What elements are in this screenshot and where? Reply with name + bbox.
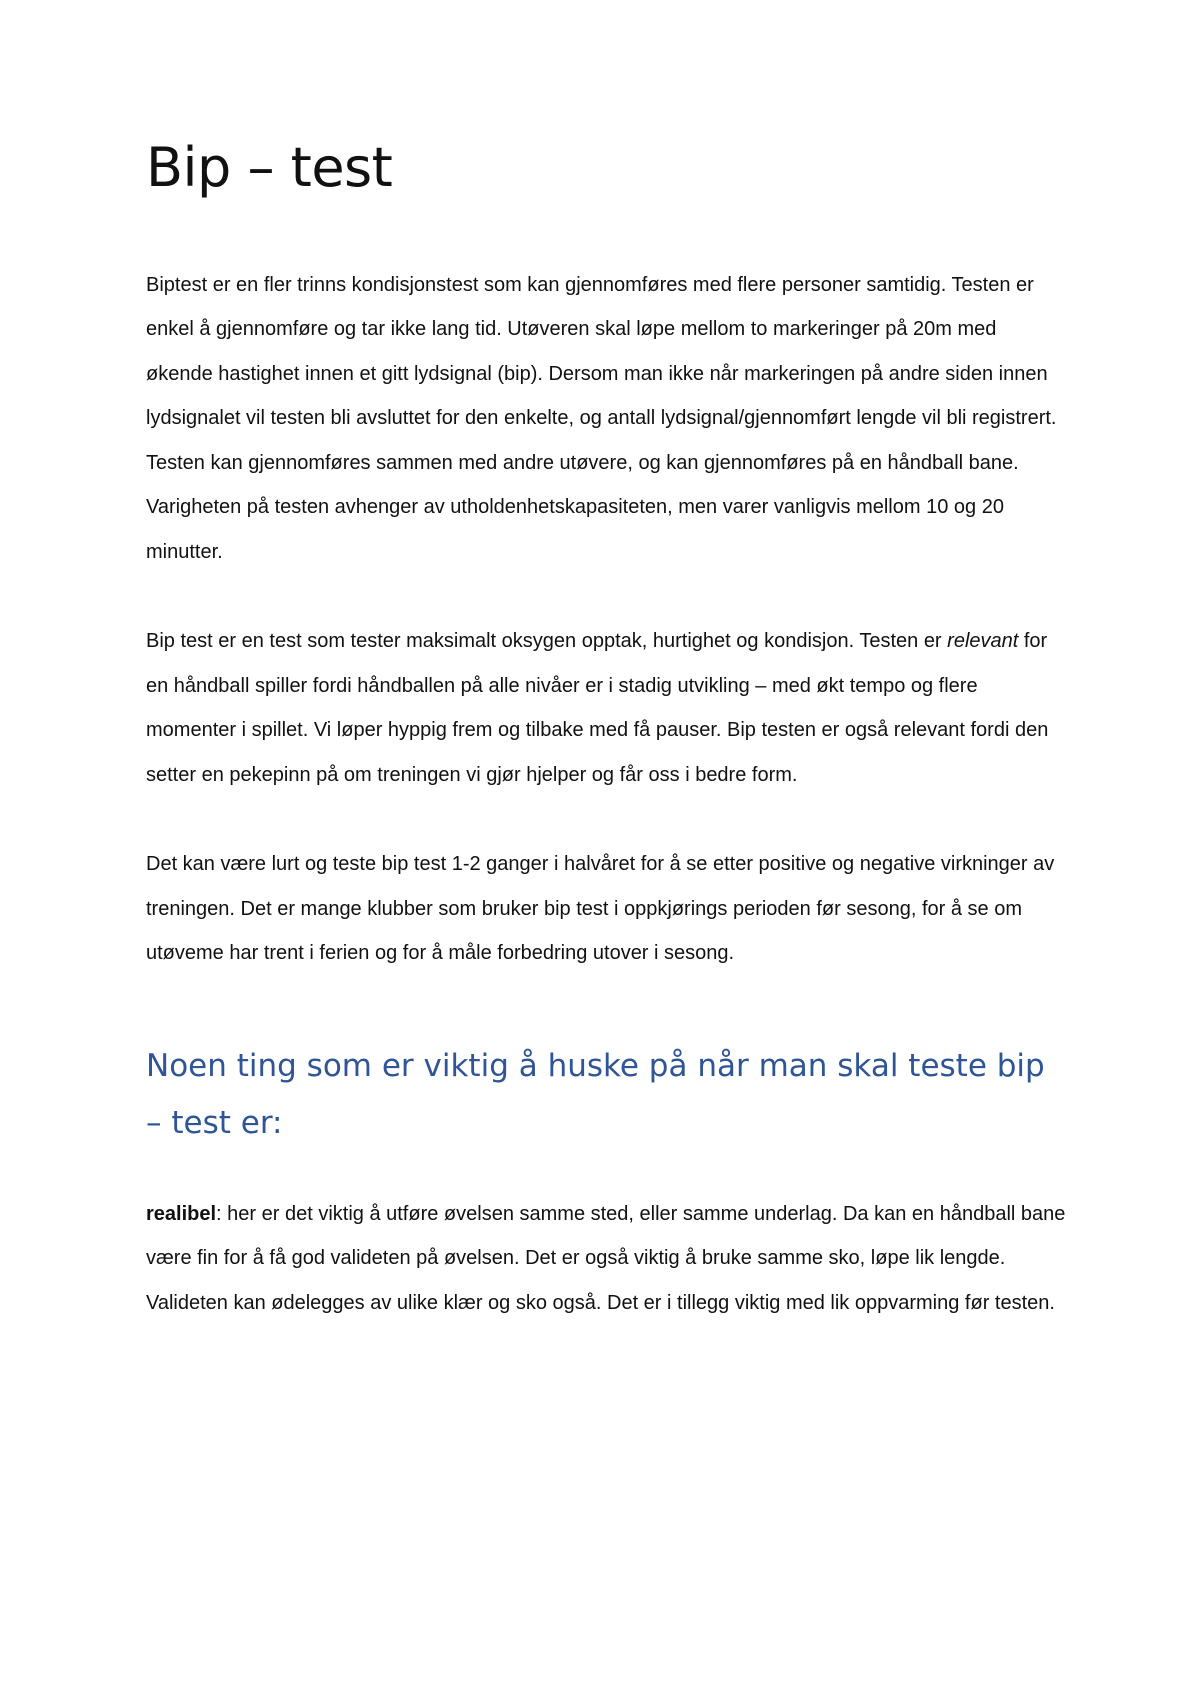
intro-paragraph: Biptest er en fler trinns kondisjonstest som kan gjennomføres med flere personer samtidig. Testen er enkel å gjennomføre og tar ikke lang tid. Utøveren skal løpe mellom to markeringer på 20m med økende hastighet innen et gitt lydsignal (bip). Dersom man ikke når markeringen på andre siden innen lydsignalet vil testen bli avsluttet for den enkelte, og antall lydsignal/gjennomført lengde vil bli registrert. Testen kan gjennomføres sammen med andre utøvere, og kan gjennomføres på en håndball bane. Varigheten på testen avhenger av utholdenhetskapasiteten, men varer vanligvis mellom 10 og 20 minutter. [146, 273, 1057, 563]
relevant-italic-word: relevant [947, 630, 1019, 653]
relevance-text-start: Bip test er en test som tester maksimalt oksygen opptak, hurtighet og kondisjon. Testen er [146, 630, 948, 653]
document-title: Bip – test [146, 136, 393, 199]
reliability-term: realibel [146, 1202, 217, 1225]
document-body [146, 136, 1066, 1370]
frequency-paragraph: Det kan være lurt og teste bip test 1-2 ganger i halvåret for å se etter positive og negative virkninger av treningen. Det er mange klubber som bruker bip test i oppkjørings perioden før sesong, for å se om utøveme har trent i ferien og for å måle forbedring utover i sesong. [146, 853, 1055, 965]
reliability-paragraph [146, 1192, 1066, 1326]
section-heading: Noen ting som er viktig å huske på når man skal teste bip – test er: [146, 1047, 1045, 1141]
reliability-text: : her er det viktig å utføre øvelsen samme sted, eller samme underlag. Da kan en håndball bane være fin for å få god valideten på øvelsen. Det er også viktig å bruke samme sko, løpe lik lengde. Valideten kan ødelegges av ulike klær og sko også. Det er i tillegg viktig med lik oppvarming før testen. [146, 1202, 1066, 1314]
relevance-text-end: for en håndball spiller fordi håndballen på alle nivåer er i stadig utvikling – med økt tempo og flere momenter i spillet. Vi løper hyppig frem og tilbake med få pauser. Bip testen er også relevant fordi den setter en pekepinn på om treningen vi gjør hjelper og får oss i bedre form. [146, 630, 1049, 786]
relevance-paragraph [146, 619, 1066, 797]
